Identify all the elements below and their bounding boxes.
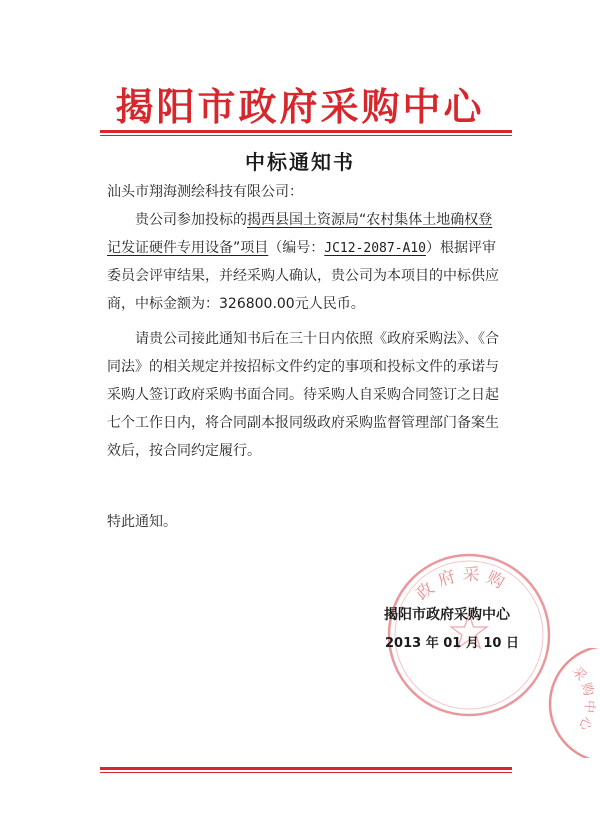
paragraph-2-line-3: 采购人签订政府采购书面合同。待采购人自采购合同签订之日起 [107,387,499,403]
partial-seal-icon [538,648,600,758]
project-name-part-2: 记发证硬件专用设备”项目 [107,240,269,256]
p1-text: ）根据评审 [426,240,497,256]
closing-line: 特此通知。 [107,514,177,530]
document-title: 中标通知书 [245,150,355,174]
p1-text: （编号： [268,240,325,256]
paragraph-1-line-1 [107,210,555,230]
paragraph-2-line-4: 七个工作日内，将合同副本报同级政府采购监督管理部门备案生 [107,415,499,431]
footer-rule-thick [100,767,512,770]
paragraph-2-line-1: 请贵公司接此通知书后在三十日内依照《政府采购法》、《合 [135,331,499,347]
letterhead-rule-thin [100,135,512,136]
svg-text:采购中心: 采购中心 [568,664,597,736]
footer-rule-thin [100,772,512,773]
letterhead-rule-thick [100,130,512,133]
project-code: JC12-2087-A10 [324,241,427,256]
paragraph-1-line-4: 商，中标金额为：326800.00元人民币。 [107,296,365,312]
paragraph-1-line-3: 委员会评审结果，并经采购人确认，贵公司为本项目的中标供应 [107,268,499,284]
svg-text:政府采购: 政府采购 [412,564,513,605]
addressee: 汕头市翔海测绘科技有限公司： [107,184,303,200]
p1-text: 贵公司参加投标的 [135,212,247,228]
letterhead-title: 揭阳市政府采购中心 [115,84,485,129]
signature-organization: 揭阳市政府采购中心 [384,607,510,623]
project-name-part-1: 揭西县国土资源局“农村集体土地确权登 [247,212,493,228]
paragraph-2-line-2: 同法》的相关规定并按招标文件约定的事项和投标文件的承诺与 [107,359,499,375]
signature-date: 2013 年 01 月 10 日 [385,636,519,651]
paragraph-1-line-2 [107,238,527,259]
paragraph-2-line-5: 效后，按合同约定履行。 [107,443,261,459]
